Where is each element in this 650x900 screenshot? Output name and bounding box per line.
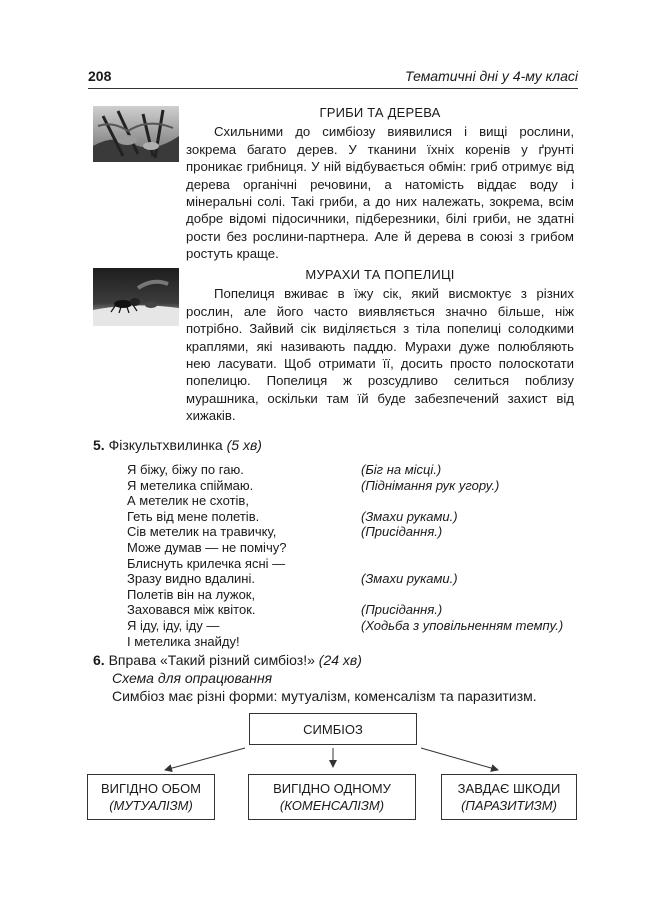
node-label: ВИГІДНО ОДНОМУ [273, 781, 391, 796]
task-intro: Симбіоз має різні форми: мутуалізм, коменсалізм та паразитизм. [112, 688, 537, 704]
poem-action: (Змахи руками.) [361, 508, 458, 524]
poem-action: (Піднімання рук угору.) [361, 477, 500, 493]
diagram-node-mutualism [87, 774, 215, 820]
poem-line: Зразу видно вдалині. [127, 571, 255, 587]
task-title: Вправа «Такий різний симбіоз!» [108, 652, 315, 668]
poem-line: Заховався між квіток. [127, 602, 256, 618]
poem-line: Я біжу, біжу по гаю. [127, 462, 244, 477]
poem-action: (Ходьба з уповільненням темпу.) [361, 617, 564, 633]
task-number: 5. [93, 437, 105, 453]
poem-line: Може думав — не помічу? [127, 539, 287, 555]
poem-line: Геть від мене полетів. [127, 508, 260, 524]
task-duration: (24 хв) [318, 652, 362, 668]
diagram-root-symbiosis [249, 713, 417, 745]
node-term: (КОМЕНСАЛІЗМ) [279, 798, 385, 813]
poem-line: Я іду, іду, іду — [127, 617, 220, 633]
poem-action: (Присідання.) [361, 602, 443, 618]
poem-line: Полетів він на лужок, [127, 586, 256, 602]
diagram-node-commensalism [248, 774, 416, 820]
node-label: ВИГІДНО ОБОМ [100, 781, 202, 796]
poem-line: А метелик не схотів, [127, 493, 249, 509]
poem-line: Блиснуть крилечка ясні — [127, 555, 286, 571]
node-term: (МУТУАЛІЗМ) [109, 798, 193, 813]
page-number: 208 [88, 68, 112, 84]
node-term: (ПАРАЗИТИЗМ) [461, 798, 557, 813]
running-title: Тематичні дні у 4-му класі [404, 68, 578, 84]
poem-line: Я метелика спіймаю. [127, 477, 254, 493]
task-title: Фізкультхвилинка [108, 437, 223, 453]
article-text: Схильними до симбіозу виявилися і вищі рослини, зокрема багато дерев. У тканини їхніх коренів у ґрунті проникає грибниця. У ній відбувається обмін: гриб отримує від дерева органічні речовини, а натомість віддає воду і мінеральні солі. Такі гриби, а до них належать, зокрема, всім добре відомі підосичники, підберезники, білі гриби, не здатні рости без рослини-партнера. Але й дерева в союзі з грибом ростуть краще. [186, 124, 574, 262]
article-title: МУРАХИ ТА ПОПЕЛИЦІ [305, 267, 455, 282]
node-label: СИМБІОЗ [303, 721, 363, 737]
poem-line: Сів метелик на травичку, [127, 524, 277, 540]
article-title: ГРИБИ ТА ДЕРЕВА [319, 105, 441, 120]
task-number: 6. [93, 652, 105, 668]
node-label: ЗАВДАЄ ШКОДИ [457, 781, 561, 796]
poem-action: (Присідання.) [361, 524, 443, 540]
diagram-node-parasitism [441, 774, 577, 820]
poem-line: І метелика знайду! [127, 633, 240, 649]
poem-action: (Біг на місці.) [361, 462, 442, 477]
article-text: Попелиця вживає в їжу сік, який висмоктує з різних рослин, але його часто виявляється значно більше, ніж потрібно. Зайвий сік виділяється з тіла попелиці солодкими краплями, які називають паддю. Мурахи дуже полюбляють нею ласувати. Щоб отримати її, досить просто полоскотати попелицю. Попелиця ж розсудливо селиться поблизу мурашника, оскільки там їй буде забезпечений захист від хижаків. [186, 286, 574, 424]
task-duration: (5 хв) [226, 437, 262, 453]
schema-label: Схема для опрацювання [112, 670, 273, 686]
poem-action: (Змахи руками.) [361, 571, 458, 587]
